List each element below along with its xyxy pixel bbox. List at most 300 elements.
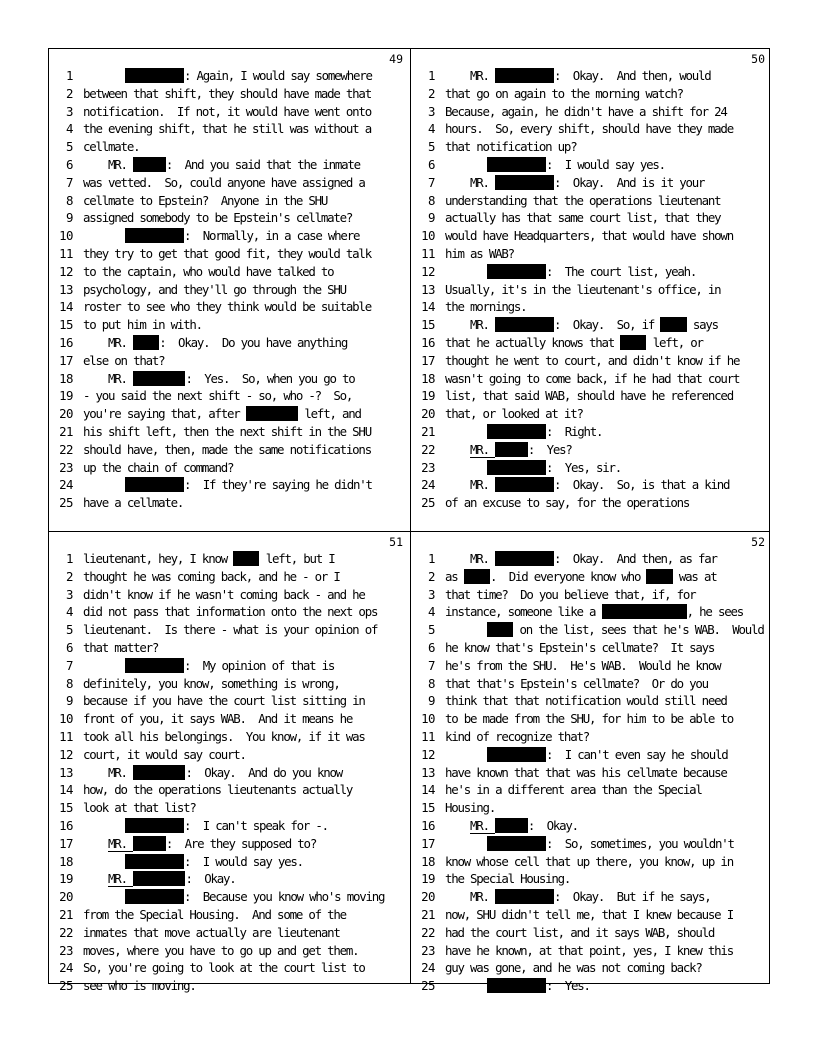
page-lines — [49, 550, 409, 995]
line-text: cellmate. — [83, 139, 140, 155]
line-number: 24 — [421, 477, 435, 493]
line-number: 23 — [59, 942, 73, 958]
line-text: the evening shift, that he still was without a — [83, 121, 371, 137]
line-text: from the Special Housing. And some of the — [83, 906, 346, 922]
line-number: 3 — [66, 103, 73, 119]
redaction-bar — [495, 477, 554, 492]
page-number: 52 — [751, 535, 765, 549]
transcript-line — [411, 746, 771, 764]
transcript-line — [49, 192, 409, 210]
redaction-bar — [125, 818, 184, 833]
line-text: to put him in with. — [83, 317, 202, 333]
line-text: did not pass that information onto the next ops — [83, 604, 378, 620]
line-text: : Again, I would say somewhere — [125, 67, 372, 85]
line-text: instance, someone like a , he sees — [445, 604, 743, 620]
transcript-line — [411, 764, 771, 782]
transcript-line — [411, 959, 771, 977]
transcript-line — [49, 550, 409, 568]
line-text: list, that said WAB, should have he referenced — [445, 388, 733, 404]
line-text: that time? Do you believe that, if, for — [445, 586, 696, 602]
line-number: 3 — [428, 586, 435, 602]
transcript-line — [411, 817, 771, 835]
line-text: MR. : Are they supposed to? — [108, 835, 317, 851]
line-text: MR. : Okay. And then, as far — [445, 551, 717, 566]
line-number: 23 — [421, 459, 435, 475]
line-number: 3 — [66, 586, 73, 602]
transcript-line — [49, 174, 409, 192]
line-number: 12 — [421, 263, 435, 279]
redaction-bar — [487, 264, 546, 279]
line-text: thought he went to court, and didn't know if he — [445, 352, 740, 368]
line-number: 1 — [428, 68, 435, 83]
line-text: MR. : Okay. — [470, 817, 578, 833]
transcript-line — [411, 710, 771, 728]
redaction-bar — [495, 175, 554, 190]
line-number: 11 — [59, 728, 73, 744]
transcript-line — [411, 67, 771, 85]
transcript-line — [411, 888, 771, 906]
transcript-line — [411, 263, 771, 281]
line-text: didn't know if he wasn't coming back - and he — [83, 586, 365, 602]
line-text: MR. : And you said that the inmate — [83, 156, 360, 172]
line-text: MR. : Okay. Do you have anything — [83, 334, 348, 350]
transcript-line — [49, 459, 409, 477]
line-text: : Yes. — [487, 977, 590, 995]
line-number: 19 — [59, 871, 73, 887]
line-text: MR. : Okay. But if he says, — [445, 889, 711, 905]
line-number: 23 — [59, 459, 73, 475]
redaction-bar — [487, 836, 546, 851]
transcript-sheet — [48, 48, 770, 994]
line-number: 15 — [421, 800, 435, 816]
line-number: 10 — [59, 711, 73, 727]
underlined-text: MR. — [470, 441, 496, 457]
line-number: 16 — [59, 817, 73, 833]
line-number: 2 — [428, 568, 435, 584]
line-number: 15 — [59, 800, 73, 816]
redaction-bar — [495, 442, 528, 457]
line-number: 4 — [66, 121, 73, 137]
line-number: 2 — [428, 85, 435, 101]
line-text: kind of recognize that? — [445, 728, 589, 744]
line-number: 17 — [59, 835, 73, 851]
line-text: on the list, sees that he's WAB. Would — [487, 621, 764, 639]
redaction-bar — [487, 622, 513, 637]
line-text: to be made from the SHU, for him to be able to — [445, 711, 733, 727]
transcript-line — [49, 156, 409, 174]
line-text: assigned somebody to be Epstein's cellmate? — [83, 210, 353, 226]
line-number: 25 — [59, 978, 73, 994]
line-number: 10 — [421, 228, 435, 244]
transcript-line — [49, 334, 409, 352]
line-text: he's from the SHU. He's WAB. Would he know — [445, 657, 721, 673]
line-text: he know that's Epstein's cellmate? It says — [445, 639, 715, 655]
transcript-line — [411, 835, 771, 853]
transcript-line — [49, 728, 409, 746]
line-text: guy was gone, and he was not coming back? — [445, 960, 702, 976]
line-number: 25 — [59, 495, 73, 511]
transcript-line — [49, 959, 409, 977]
line-number: 4 — [66, 604, 73, 620]
line-number: 12 — [59, 746, 73, 762]
transcript-line — [411, 924, 771, 942]
line-text: front of you, it says WAB. And it means he — [83, 711, 353, 727]
redaction-bar — [246, 406, 298, 421]
line-text: MR. : Okay. And then, would — [445, 68, 711, 83]
line-text: cellmate to Epstein? Anyone in the SHU — [83, 192, 328, 208]
redaction-bar — [133, 836, 166, 851]
line-number: 25 — [421, 978, 435, 994]
redaction-bar — [487, 157, 546, 172]
transcript-line — [411, 120, 771, 138]
line-number: 7 — [66, 657, 73, 673]
line-text: : I can't speak for -. — [125, 817, 328, 835]
transcript-line — [49, 746, 409, 764]
transcript-line — [49, 120, 409, 138]
line-number: 22 — [421, 924, 435, 940]
transcript-line — [411, 494, 771, 512]
underlined-text: MR. — [108, 835, 134, 851]
line-text: to the captain, who would have talked to — [83, 263, 334, 279]
transcript-line — [411, 156, 771, 174]
line-number: 9 — [66, 210, 73, 226]
transcript-line — [411, 298, 771, 316]
line-text: : I can't even say he should — [487, 746, 727, 764]
transcript-line — [49, 586, 409, 604]
redaction-bar — [125, 477, 184, 492]
transcript-line — [411, 977, 771, 995]
transcript-line — [411, 906, 771, 924]
transcript-line — [49, 476, 409, 494]
line-number: 8 — [428, 192, 435, 208]
line-text: lieutenant, hey, I know left, but I — [83, 551, 335, 566]
transcript-line — [49, 370, 409, 388]
line-text: of an excuse to say, for the operations — [445, 495, 690, 511]
transcript-line — [411, 692, 771, 710]
transcript-line — [411, 586, 771, 604]
line-text: know whose cell that up there, you know, up in — [445, 853, 733, 869]
page-number: 49 — [389, 52, 403, 66]
line-number: 1 — [66, 551, 73, 566]
line-number: 14 — [59, 782, 73, 798]
transcript-line — [411, 675, 771, 693]
line-number: 20 — [59, 406, 73, 422]
transcript-line — [49, 781, 409, 799]
line-number: 5 — [66, 139, 73, 155]
transcript-page-52 — [411, 532, 771, 1014]
transcript-line — [411, 138, 771, 156]
line-number: 16 — [59, 334, 73, 350]
line-number: 7 — [66, 174, 73, 190]
line-number: 11 — [421, 245, 435, 261]
transcript-line — [411, 245, 771, 263]
transcript-line — [49, 138, 409, 156]
line-number: 17 — [59, 352, 73, 368]
page-lines — [49, 67, 409, 512]
line-number: 16 — [421, 334, 435, 350]
redaction-bar — [487, 978, 546, 993]
line-number: 19 — [59, 388, 73, 404]
transcript-line — [49, 387, 409, 405]
transcript-line — [49, 621, 409, 639]
transcript-line — [411, 405, 771, 423]
transcript-line — [49, 870, 409, 888]
line-text: MR. : Okay. So, if says — [445, 317, 718, 333]
line-text: now, SHU didn't tell me, that I knew because I — [445, 906, 733, 922]
line-text: definitely, you know, something is wrong, — [83, 675, 340, 691]
line-number: 8 — [66, 192, 73, 208]
line-text: MR. : Okay. — [108, 871, 236, 887]
transcript-line — [49, 352, 409, 370]
line-text: look at that list? — [83, 800, 196, 816]
redaction-bar — [133, 765, 185, 780]
line-number: 21 — [421, 906, 435, 922]
line-text: MR. : Yes? — [470, 441, 572, 457]
transcript-line — [411, 621, 771, 639]
line-text: else on that? — [83, 352, 165, 368]
line-text: inmates that move actually are lieutenant — [83, 924, 340, 940]
line-number: 20 — [59, 889, 73, 905]
transcript-line — [49, 977, 409, 995]
line-number: 12 — [59, 263, 73, 279]
redaction-bar — [133, 871, 185, 886]
line-text: : Right. — [487, 423, 602, 441]
line-text: understanding that the operations lieutenant — [445, 192, 721, 208]
page-number: 50 — [751, 52, 765, 66]
line-number: 16 — [421, 817, 435, 833]
line-text: had the court list, and it says WAB, should — [445, 924, 715, 940]
line-number: 19 — [421, 871, 435, 887]
redaction-bar — [660, 317, 686, 332]
transcript-line — [411, 281, 771, 299]
transcript-line — [411, 209, 771, 227]
transcript-line — [49, 817, 409, 835]
transcript-line — [49, 316, 409, 334]
transcript-line — [49, 924, 409, 942]
line-number: 24 — [59, 477, 73, 493]
redaction-bar — [646, 569, 672, 584]
line-text: : If they're saying he didn't — [125, 476, 372, 494]
line-number: 17 — [421, 352, 435, 368]
line-number: 8 — [428, 675, 435, 691]
line-text: because if you have the court list sitting in — [83, 693, 365, 709]
line-number: 14 — [421, 299, 435, 315]
line-text: that he actually knows that left, or — [445, 334, 703, 350]
transcript-line — [411, 192, 771, 210]
line-text: Because, again, he didn't have a shift for 24 — [445, 103, 727, 119]
line-number: 21 — [421, 423, 435, 439]
line-number: 13 — [59, 281, 73, 297]
line-number: 23 — [421, 942, 435, 958]
transcript-line — [49, 906, 409, 924]
line-number: 6 — [66, 639, 73, 655]
transcript-line — [411, 227, 771, 245]
redaction-bar — [133, 157, 166, 172]
underlined-text: MR. — [470, 817, 496, 833]
redaction-bar — [133, 371, 185, 386]
line-number: 20 — [421, 889, 435, 905]
transcript-line — [411, 459, 771, 477]
line-number: 6 — [66, 156, 73, 172]
transcript-line — [49, 657, 409, 675]
line-number: 18 — [59, 370, 73, 386]
line-text: that go on again to the morning watch? — [445, 85, 683, 101]
line-text: : Yes, sir. — [487, 459, 621, 477]
line-text: : Normally, in a case where — [125, 227, 359, 245]
line-text: was vetted. So, could anyone have assigned a — [83, 174, 365, 190]
line-text: have a cellmate. — [83, 495, 184, 511]
transcript-line — [49, 209, 409, 227]
line-text: see who is moving. — [83, 978, 196, 994]
redaction-bar — [495, 68, 554, 83]
transcript-line — [49, 568, 409, 586]
line-text: the Special Housing. — [445, 871, 571, 887]
transcript-line — [49, 853, 409, 871]
redaction-bar — [125, 228, 184, 243]
line-number: 24 — [59, 960, 73, 976]
line-number: 18 — [59, 853, 73, 869]
line-number: 19 — [421, 388, 435, 404]
redaction-bar — [464, 569, 490, 584]
line-number: 25 — [421, 495, 435, 511]
line-number: 10 — [59, 228, 73, 244]
transcript-line — [411, 728, 771, 746]
redaction-bar — [487, 424, 546, 439]
line-number: 9 — [428, 210, 435, 226]
line-number: 22 — [421, 441, 435, 457]
line-number: 15 — [59, 317, 73, 333]
transcript-line — [411, 639, 771, 657]
line-text: that notification up? — [445, 139, 577, 155]
transcript-line — [49, 942, 409, 960]
line-number: 5 — [428, 139, 435, 155]
line-number: 7 — [428, 174, 435, 190]
transcript-line — [49, 835, 409, 853]
transcript-page-50 — [411, 49, 771, 531]
transcript-page-51 — [49, 532, 409, 1014]
line-number: 9 — [428, 693, 435, 709]
line-number: 15 — [421, 317, 435, 333]
line-text: actually has that same court list, that they — [445, 210, 721, 226]
line-number: 5 — [66, 622, 73, 638]
line-number: 6 — [428, 639, 435, 655]
line-text: : My opinion of that is — [125, 657, 334, 675]
transcript-line — [411, 370, 771, 388]
line-text: Usually, it's in the lieutenant's office, in — [445, 281, 721, 297]
line-text: : I would say yes. — [125, 853, 303, 871]
redaction-bar — [495, 551, 554, 566]
redaction-bar — [487, 460, 546, 475]
line-number: 13 — [59, 764, 73, 780]
line-text: have he known, at that point, yes, I knew this — [445, 942, 733, 958]
line-number: 10 — [421, 711, 435, 727]
transcript-line — [411, 387, 771, 405]
page-number: 51 — [389, 535, 403, 549]
transcript-line — [49, 888, 409, 906]
line-number: 9 — [66, 693, 73, 709]
line-number: 2 — [66, 568, 73, 584]
line-number: 1 — [66, 68, 73, 83]
line-number: 11 — [421, 728, 435, 744]
redaction-bar — [233, 551, 259, 566]
line-text: court, it would say court. — [83, 746, 246, 762]
transcript-line — [411, 316, 771, 334]
transcript-line — [49, 494, 409, 512]
transcript-line — [49, 227, 409, 245]
line-text: : I would say yes. — [487, 156, 665, 174]
transcript-line — [49, 85, 409, 103]
line-text: him as WAB? — [445, 245, 514, 261]
transcript-line — [49, 405, 409, 423]
transcript-line — [49, 245, 409, 263]
line-text: notification. If not, it would have went onto — [83, 103, 371, 119]
line-text: MR. : Yes. So, when you go to — [83, 370, 355, 386]
transcript-line — [411, 103, 771, 121]
redaction-bar — [495, 317, 554, 332]
transcript-line — [411, 657, 771, 675]
line-number: 2 — [66, 85, 73, 101]
line-number: 18 — [421, 370, 435, 386]
line-text: his shift left, then the next shift in the SHU — [83, 423, 371, 439]
line-text: : The court list, yeah. — [487, 263, 696, 281]
line-number: 6 — [428, 156, 435, 172]
redaction-bar — [133, 335, 159, 350]
line-number: 21 — [59, 423, 73, 439]
line-number: 8 — [66, 675, 73, 691]
line-text: - you said the next shift - so, who -? So, — [83, 388, 353, 404]
line-text: lieutenant. Is there - what is your opinion of — [83, 622, 378, 638]
line-text: you're saying that, after left, and — [83, 406, 361, 422]
line-number: 1 — [428, 551, 435, 566]
line-text: that, or looked at it? — [445, 406, 583, 422]
line-text: the mornings. — [445, 299, 527, 315]
transcript-line — [411, 476, 771, 494]
transcript-line — [411, 870, 771, 888]
transcript-line — [49, 639, 409, 657]
transcript-line — [49, 710, 409, 728]
line-text: thought he was coming back, and he - or I — [83, 568, 340, 584]
line-text: up the chain of command? — [83, 459, 234, 475]
transcript-line — [49, 603, 409, 621]
line-text: have known that that was his cellmate because — [445, 764, 727, 780]
transcript-line — [411, 853, 771, 871]
redaction-bar — [125, 854, 184, 869]
redaction-bar — [487, 747, 546, 762]
line-number: 13 — [421, 764, 435, 780]
line-text: took all his belongings. You know, if it was — [83, 728, 365, 744]
line-text: as . Did everyone know who was at — [445, 568, 717, 584]
line-text: roster to see who they think would be suitable — [83, 299, 371, 315]
line-text: wasn't going to come back, if he had that court — [445, 370, 740, 386]
line-number: 12 — [421, 746, 435, 762]
line-number: 5 — [428, 622, 435, 638]
transcript-line — [411, 334, 771, 352]
transcript-line — [49, 103, 409, 121]
transcript-line — [49, 441, 409, 459]
redaction-bar — [495, 889, 554, 904]
transcript-line — [411, 174, 771, 192]
line-number: 18 — [421, 853, 435, 869]
line-text: they try to get that good fit, they would talk — [83, 245, 371, 261]
line-number: 14 — [59, 299, 73, 315]
line-text: that that's Epstein's cellmate? Or do you — [445, 675, 708, 691]
transcript-line — [49, 799, 409, 817]
line-number: 11 — [59, 245, 73, 261]
line-number: 21 — [59, 906, 73, 922]
line-number: 14 — [421, 782, 435, 798]
line-text: he's in a different area than the Special — [445, 782, 702, 798]
line-number: 22 — [59, 924, 73, 940]
